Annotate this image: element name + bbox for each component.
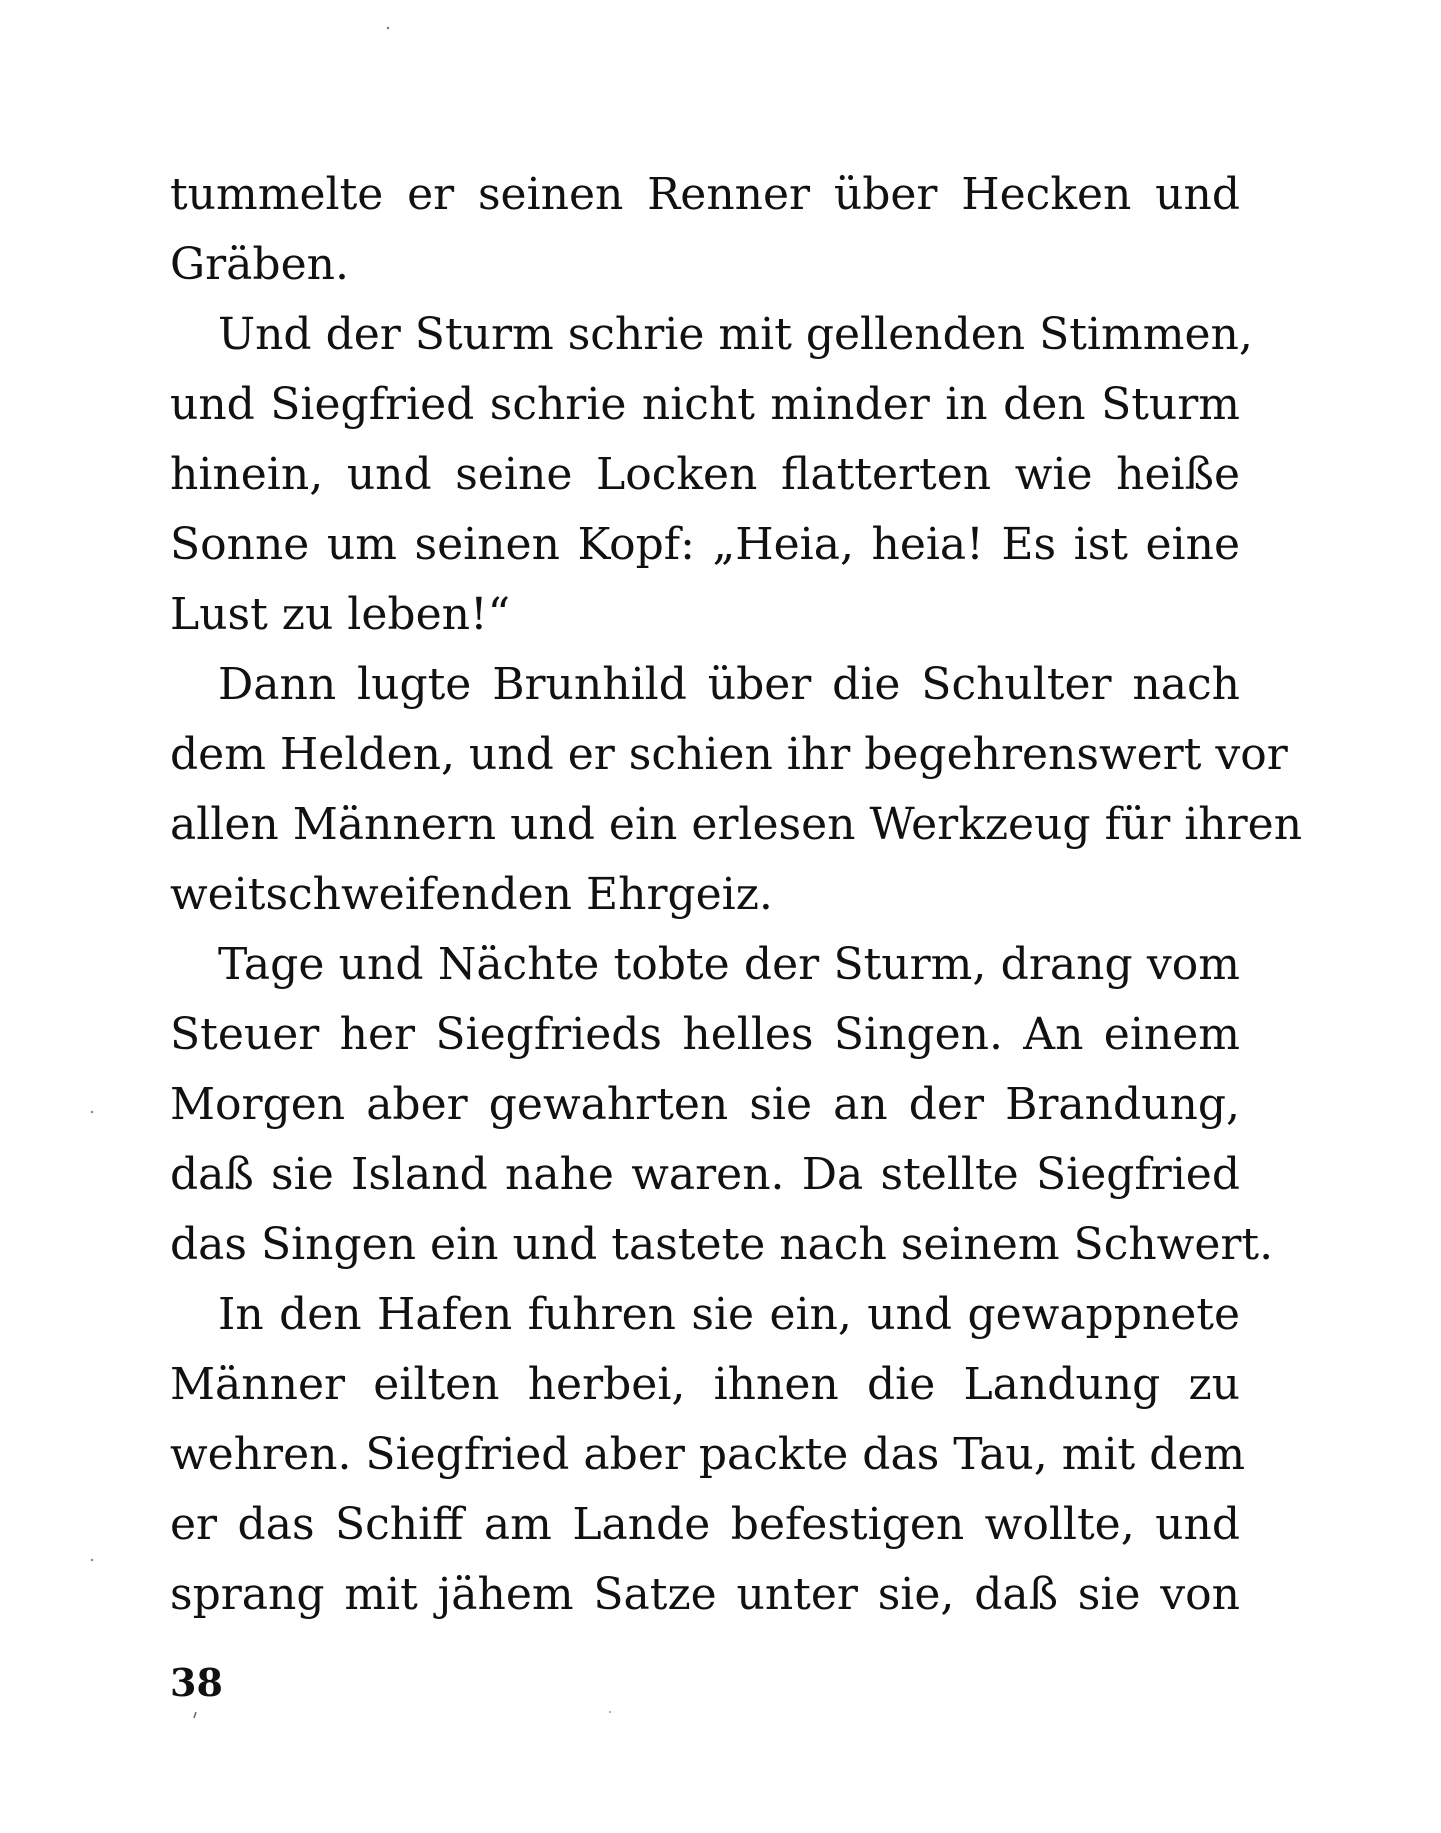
text-line: Männer eilten herbei, ihnen die Landung zu bbox=[170, 1359, 1240, 1410]
body-text bbox=[170, 160, 1303, 1630]
text-line: Sonne um seinen Kopf: „Heia, heia! Es ist eine bbox=[170, 519, 1240, 570]
text-line: allen Männern und ein erlesen Werkzeug für ihren bbox=[170, 799, 1303, 850]
text-line: das Singen ein und tastete nach seinem Schwert. bbox=[170, 1219, 1274, 1270]
text-line: sprang mit jähem Satze unter sie, daß sie von bbox=[170, 1569, 1240, 1620]
speck bbox=[194, 1712, 196, 1718]
paragraph bbox=[170, 300, 1253, 650]
speck bbox=[91, 1559, 93, 1561]
text-line: tummelte er seinen Renner über Hecken und bbox=[170, 169, 1240, 220]
text-line: weitschweifenden Ehrgeiz. bbox=[170, 869, 773, 920]
text-line: Morgen aber gewahrten sie an der Brandung, bbox=[170, 1079, 1240, 1130]
text-line: hinein, und seine Locken flatterten wie heiße bbox=[170, 449, 1240, 500]
text-line: Und der Sturm schrie mit gellenden Stimmen, bbox=[218, 309, 1253, 360]
text-line: Lust zu leben!“ bbox=[170, 589, 511, 640]
text-line: Tage und Nächte tobte der Sturm, drang vom bbox=[218, 939, 1240, 990]
speck bbox=[609, 1711, 611, 1713]
text-line: daß sie Island nahe waren. Da stellte Siegfried bbox=[170, 1149, 1240, 1200]
text-line: er das Schiff am Lande befestigen wollte, und bbox=[170, 1499, 1240, 1550]
text-line: In den Hafen fuhren sie ein, und gewappnete bbox=[218, 1289, 1240, 1340]
text-line: Dann lugte Brunhild über die Schulter nach bbox=[218, 659, 1240, 710]
paragraph bbox=[170, 1280, 1246, 1630]
paragraph bbox=[170, 650, 1303, 930]
speck bbox=[91, 1111, 93, 1113]
speck bbox=[387, 27, 389, 29]
text-line: und Siegfried schrie nicht minder in den Sturm bbox=[170, 379, 1240, 430]
paragraph bbox=[170, 930, 1274, 1280]
paragraph bbox=[170, 160, 1240, 300]
text-line: Steuer her Siegfrieds helles Singen. An einem bbox=[170, 1009, 1240, 1060]
text-line: dem Helden, und er schien ihr begehrenswert vor bbox=[170, 729, 1288, 780]
text-line: Gräben. bbox=[170, 239, 349, 290]
text-line: wehren. Siegfried aber packte das Tau, mit dem bbox=[170, 1429, 1246, 1480]
page-number: 38 bbox=[170, 1660, 223, 1705]
